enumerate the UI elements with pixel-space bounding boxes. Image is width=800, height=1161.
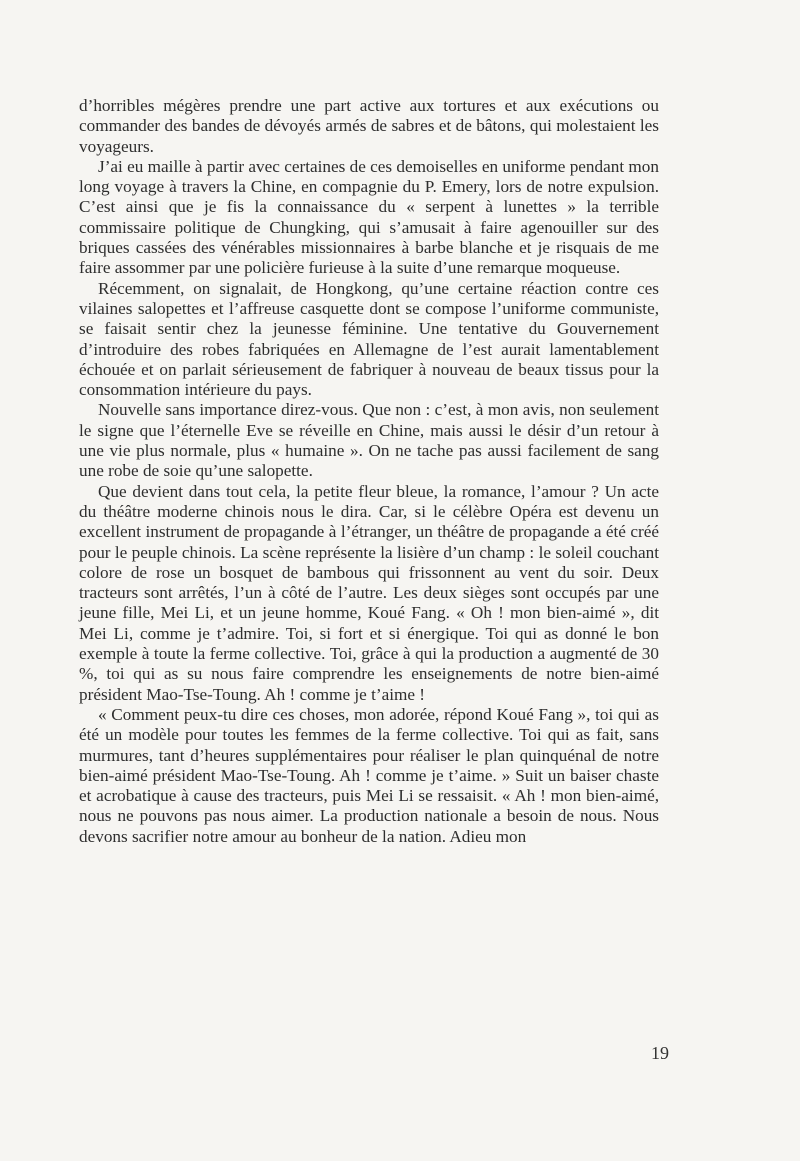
paragraph-1: d’horribles mégères prendre une part active aux tortures et aux exécutions ou commander des bandes de dévoyés armés de sabres et de bâtons, qui molestaient les voyageurs. (79, 96, 659, 156)
paragraph-2: J’ai eu maille à partir avec certaines de ces demoiselles en uniforme pendant mon long voyage à travers la Chine, en compagnie du P. Emery, lors de notre expulsion. C’est ainsi que je fis la connaissance du « serpent à lunettes » la terrible commissaire politique de Chungking, qui s’amusait à faire agenouiller sur des briques cassées des vénérables missionnaires à barbe blanche et je risquais de me faire assommer par une policière furieuse à la suite d’une remarque moqueuse. (79, 156, 659, 278)
paragraph-5: Que devient dans tout cela, la petite fleur bleue, la romance, l’amour ? Un acte du théâtre moderne chinois nous le dira. Car, si le célèbre Opéra est devenu un excellent instrument de propagande à l’étranger, un théâtre de propagande a été créé pour le peuple chinois. La scène représente la lisière d’un champ : le soleil couchant colore de rose un bosquet de bambous qui frissonnent au vent du soir. Deux tracteurs sont arrêtés, l’un à côté de l’autre. Les deux sièges sont occupés par une jeune fille, Mei Li, et un jeune homme, Koué Fang. « Oh ! mon bien-aimé », dit Mei Li, comme je t’admire. Toi, si fort et si énergique. Toi qui as donné le bon exemple à toute la ferme collective. Toi, grâce à qui la production a augmenté de 30 %, toi qui as su nous faire comprendre les enseignements de notre bien-aimé président Mao-Tse-Toung. Ah ! comme je t’aime ! (79, 481, 659, 704)
body-text (79, 96, 659, 847)
paragraph-6: « Comment peux-tu dire ces choses, mon adorée, répond Koué Fang », toi qui as été un modèle pour toutes les femmes de la ferme collective. Toi qui as fait, sans murmures, tant d’heures supplémentaires pour réaliser le plan quinquénal de notre bien-aimé président Mao-Tse-Toung. Ah ! comme je t’aime. » Suit un baiser chaste et acrobatique à cause des tracteurs, puis Mei Li se ressaisit. « Ah ! mon bien-aimé, nous ne pouvons pas nous aimer. La production nationale a besoin de nous. Nous devons sacrifier notre amour au bonheur de la nation. Adieu mon (79, 704, 659, 846)
page-number: 19 (651, 1043, 669, 1063)
paragraph-3: Récemment, on signalait, de Hongkong, qu’une certaine réaction contre ces vilaines salopettes et l’affreuse casquette dont se compose l’uniforme communiste, se faisait sentir chez la jeunesse féminine. Une tentative du Gouvernement d’introduire des robes fabriquées en Allemagne de l’est aurait lamentablement échouée et on parlait sérieusement de fabriquer à nouveau de beaux tissus pour la consommation intérieure du pays. (79, 278, 659, 400)
paragraph-4: Nouvelle sans importance direz-vous. Que non : c’est, à mon avis, non seulement le signe que l’éternelle Eve se réveille en Chine, mais aussi le désir d’un retour à une vie plus normale, plus « humaine ». On ne tache pas aussi facilement de sang une robe de soie qu’une salopette. (79, 400, 659, 481)
